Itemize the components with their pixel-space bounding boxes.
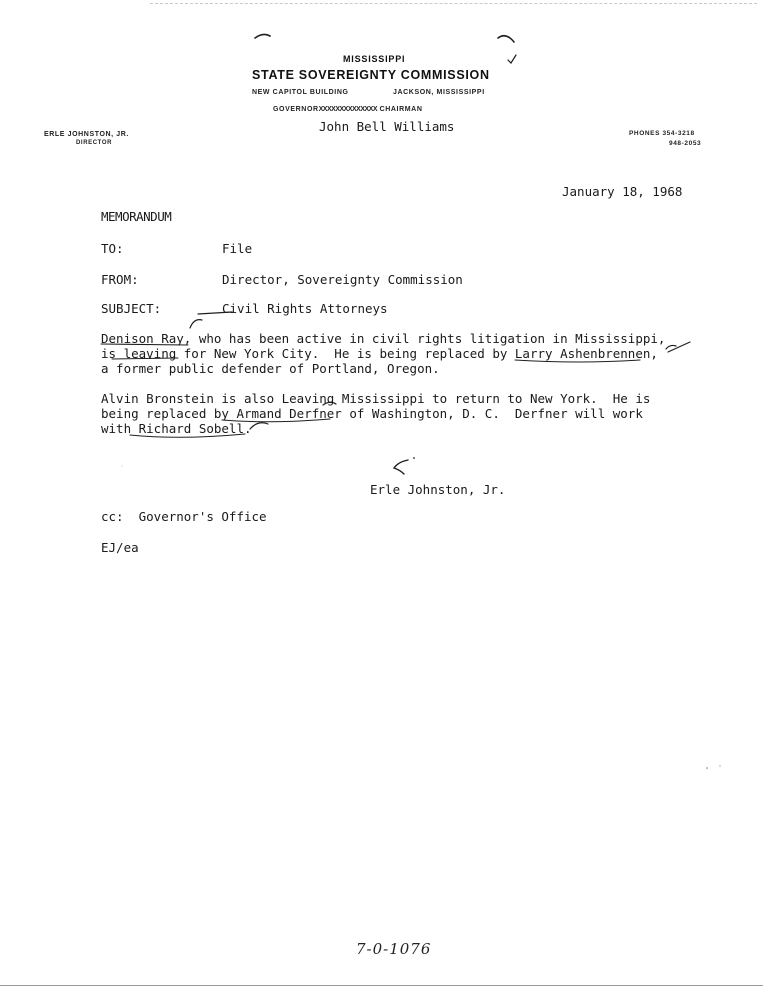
check-mark-sobell	[250, 423, 268, 429]
director-title: DIRECTOR	[76, 140, 113, 146]
letterhead-agency: STATE SOVEREIGNTY COMMISSION	[252, 68, 490, 82]
letterhead-mark-left	[255, 34, 270, 38]
para2-line1: Alvin Bronstein is also Leaving Mississippi to return to New York. He is	[101, 391, 651, 406]
governor-struck: XXXXXXXXXXXXXX	[318, 106, 378, 113]
bottom-edge-rule	[0, 985, 763, 986]
letterhead-building: NEW CAPITOL BUILDING	[252, 89, 349, 96]
memo-heading: MEMORANDUM	[101, 209, 172, 224]
check-mark-ashenbrennen	[666, 342, 690, 352]
letterhead-mark-right	[498, 36, 514, 42]
governor-prefix: GOVERNOR	[273, 106, 319, 113]
handwritten-file-number: 7-0-1076	[356, 940, 432, 958]
phones-label: PHONES	[629, 130, 661, 137]
subject-value: Civil Rights Attorneys	[222, 301, 388, 316]
underline-denison-ray	[101, 344, 188, 345]
letterhead-city: JACKSON, MISSISSIPPI	[393, 89, 485, 96]
check-mark-denison	[190, 312, 232, 328]
to-value: File	[222, 241, 253, 256]
underline-larry-ashenbrennen	[515, 360, 640, 362]
from-label: FROM:	[101, 272, 139, 287]
letterhead-check-mark	[508, 55, 516, 63]
initials: EJ/ea	[101, 540, 139, 555]
memo-date: January 18, 1968	[562, 184, 683, 199]
speck-2	[719, 765, 720, 766]
phone-2: 948-2053	[669, 140, 702, 147]
underline-richard-sobell	[130, 434, 245, 437]
speck-3	[122, 466, 123, 467]
speck-1	[706, 767, 708, 769]
signature-squiggle	[394, 460, 408, 474]
para2-line2: being replaced by Armand Derfner of Washington, D. C. Derfner will work	[101, 406, 643, 421]
to-label: TO:	[101, 241, 124, 256]
para2-line3: with Richard Sobell.	[101, 421, 252, 436]
governor-typed-name: John Bell Williams	[319, 119, 455, 134]
signature-dot	[413, 457, 415, 459]
signature-name: Erle Johnston, Jr.	[370, 482, 506, 497]
letterhead-state: MISSISSIPPI	[343, 54, 406, 64]
subject-label: SUBJECT:	[101, 301, 162, 316]
phone-1: 354-3218	[662, 130, 695, 137]
chairman-label: CHAIRMAN	[379, 106, 423, 113]
para1-line3: a former public defender of Portland, Oregon.	[101, 361, 440, 376]
para1-line1: Denison Ray, who has been active in civil rights litigation in Mississippi,	[101, 331, 666, 346]
director-name: ERLE JOHNSTON, JR.	[44, 131, 129, 138]
from-value: Director, Sovereignty Commission	[222, 272, 463, 287]
para1-line2: is leaving for New York City. He is being replaced by Larry Ashenbrennen,	[101, 346, 658, 361]
check-mark-derfner	[323, 402, 336, 405]
underline-armand-derfner	[222, 419, 330, 422]
underline-leaving	[112, 358, 178, 359]
cc-line: cc: Governor's Office	[101, 509, 267, 524]
